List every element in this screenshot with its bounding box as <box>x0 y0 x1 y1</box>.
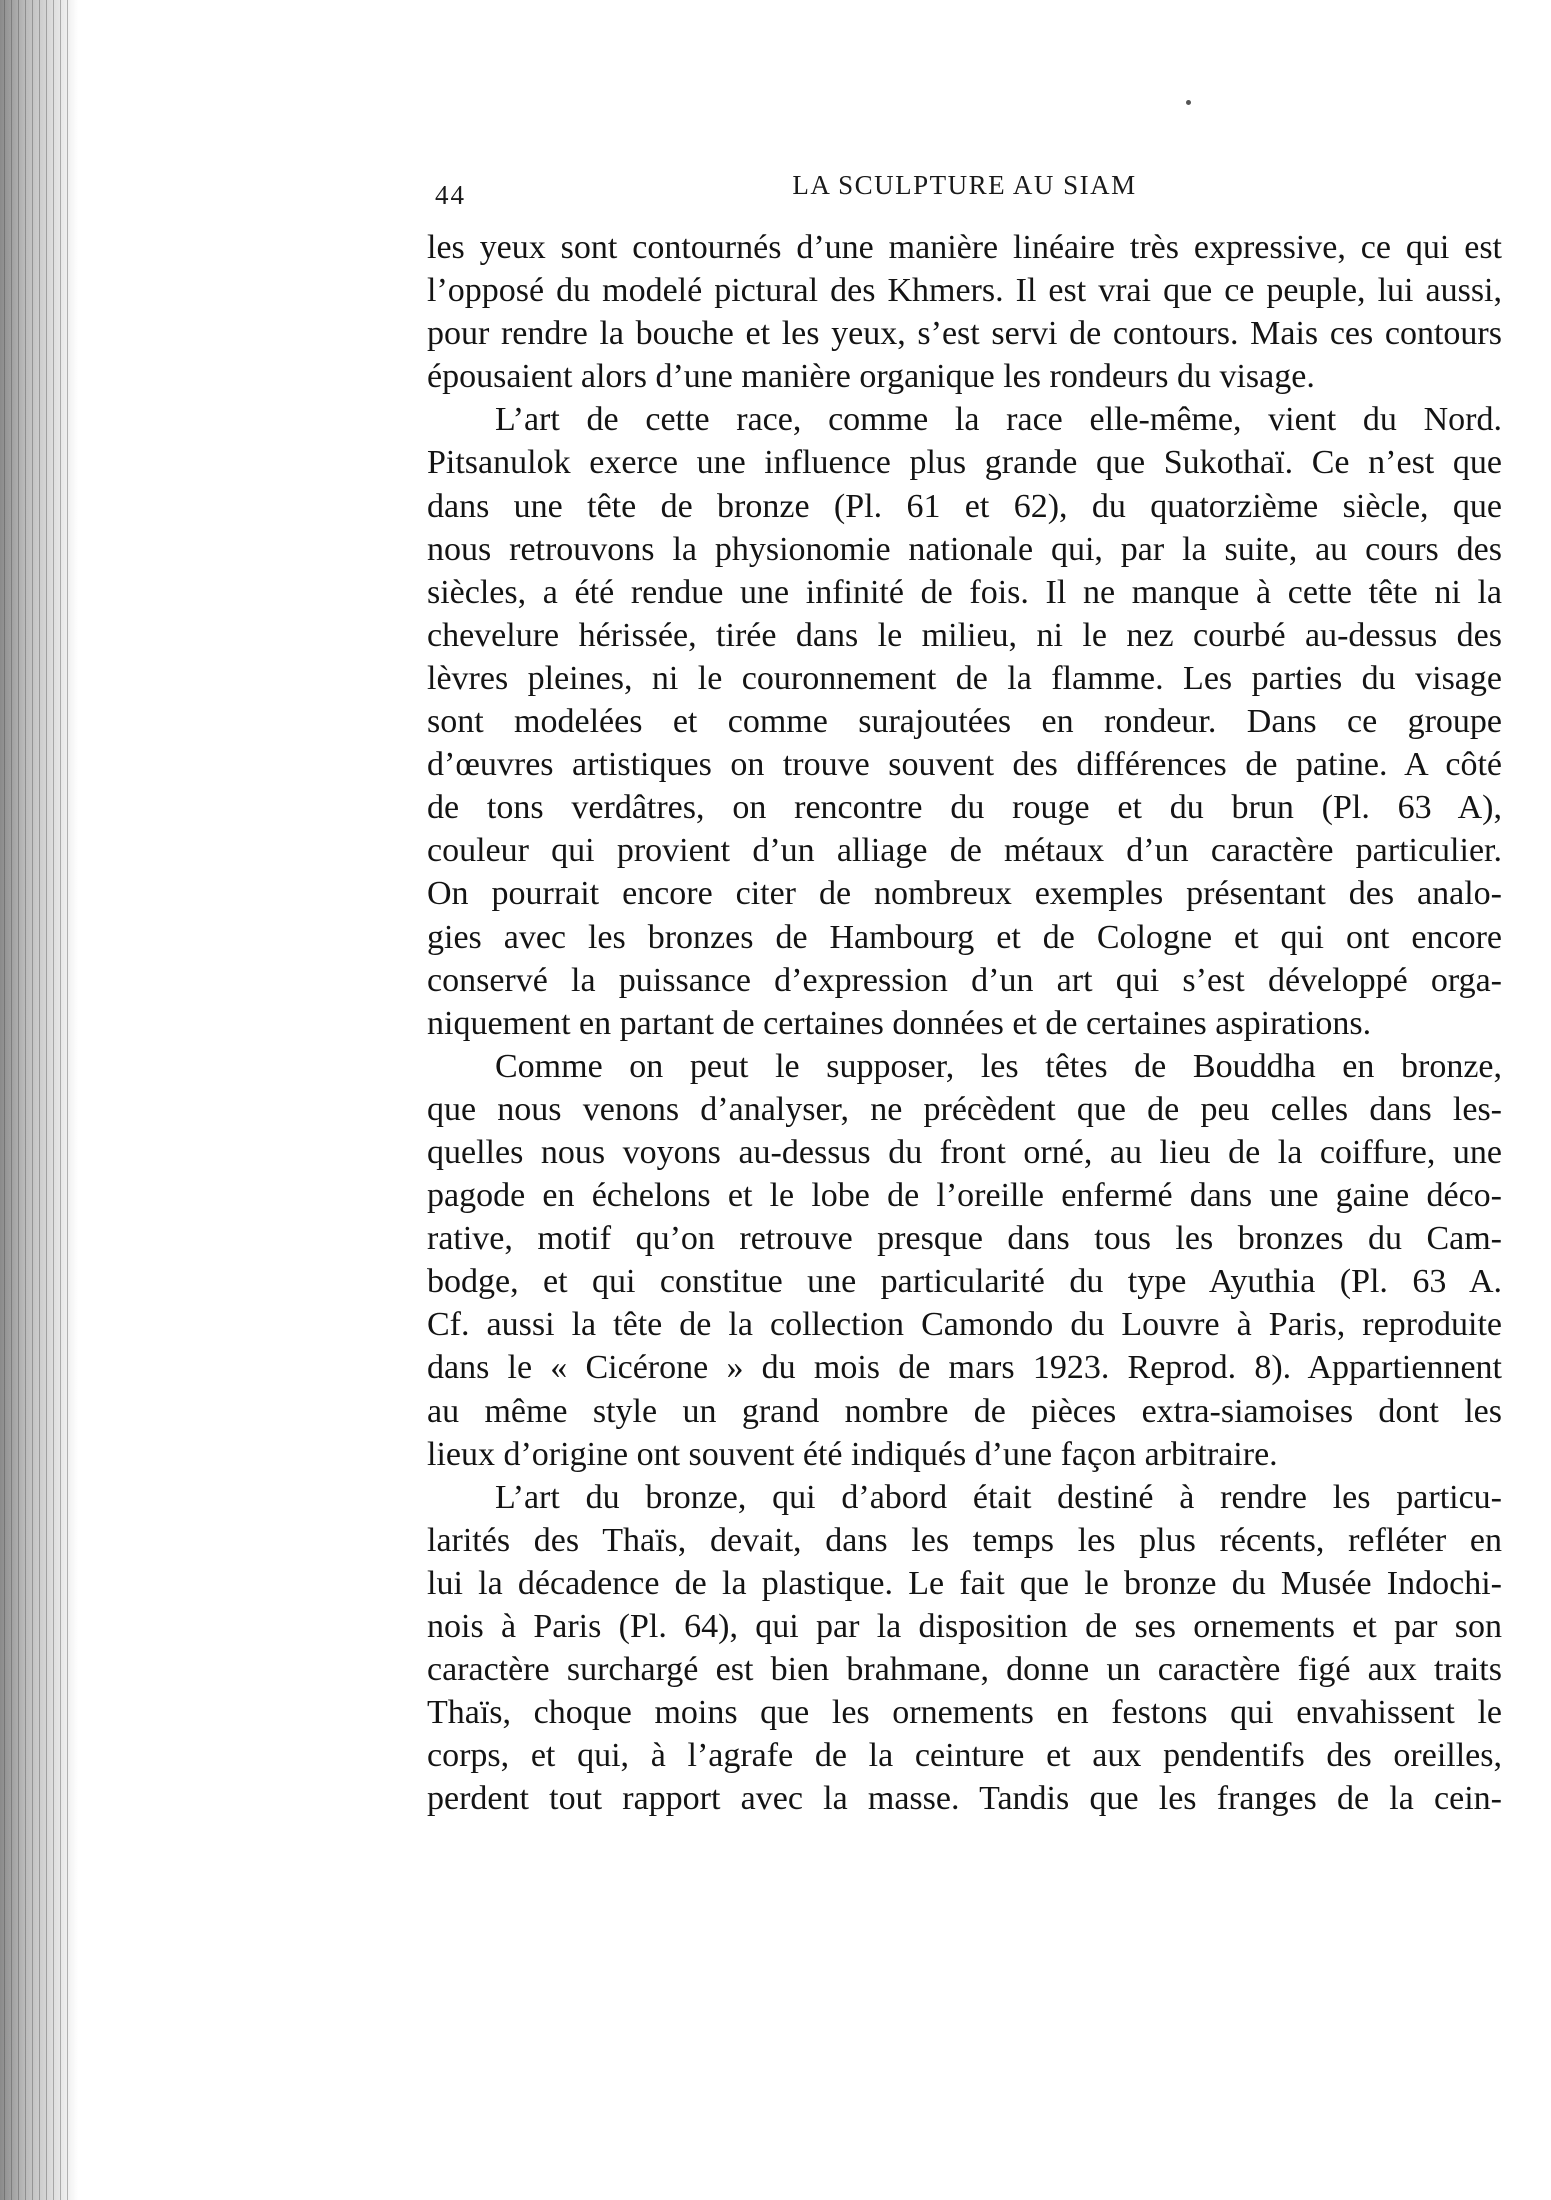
text-line: L’art de cette race, comme la race elle-même, vient du Nord. <box>495 401 1502 439</box>
page-number: 44 <box>435 180 466 210</box>
text-line: Pitsanulok exerce une influence plus grande que Sukothaï. Ce n’est que <box>427 444 1502 482</box>
text-line: Thaïs, choque moins que les ornements en festons qui envahissent le <box>427 1694 1502 1732</box>
text-line: nous retrouvons la physionomie nationale qui, par la suite, au cours des <box>427 530 1502 568</box>
text-line: pour rendre la bouche et les yeux, s’est servi de contours. Mais ces contours <box>427 315 1502 353</box>
running-head <box>427 170 1502 210</box>
text-line: caractère surchargé est bien brahmane, donne un caractère figé aux traits <box>427 1651 1502 1689</box>
text-line: de tons verdâtres, on rencontre du rouge et du brun (Pl. 63 A), <box>427 789 1502 827</box>
text-line: bodge, et qui constitue une particularité du type Ayuthia (Pl. 63 A. <box>427 1263 1502 1301</box>
text-line: dans le « Cicérone » du mois de mars 1923. Reprod. 8). Appartiennent <box>427 1349 1502 1387</box>
paragraph <box>427 1045 1502 1476</box>
text-line: corps, et qui, à l’agrafe de la ceinture et aux pendentifs des oreilles, <box>427 1737 1502 1775</box>
paragraph <box>427 398 1502 1044</box>
text-line: Comme on peut le supposer, les têtes de Bouddha en bronze, <box>495 1047 1502 1085</box>
text-line: L’art du bronze, qui d’abord était destiné à rendre les particu- <box>495 1478 1502 1516</box>
text-line: conservé la puissance d’expression d’un art qui s’est développé orga- <box>427 961 1502 999</box>
text-line: Cf. aussi la tête de la collection Camondo du Louvre à Paris, reproduite <box>427 1306 1502 1344</box>
text-line: lui la décadence de la plastique. Le fait que le bronze du Musée Indochi- <box>427 1564 1502 1602</box>
text-line: niquement en partant de certaines données et de certaines aspirations. <box>427 1004 1372 1042</box>
text-line: On pourrait encore citer de nombreux exemples présentant des analo- <box>427 875 1502 913</box>
text-line: au même style un grand nombre de pièces extra-siamoises dont les <box>427 1392 1502 1430</box>
text-line: lèvres pleines, ni le couronnement de la flamme. Les parties du visage <box>427 659 1502 697</box>
text-line: larités des Thaïs, devait, dans les temps les plus récents, refléter en <box>427 1521 1502 1559</box>
text-line: d’œuvres artistiques on trouve souvent des différences de patine. A côté <box>427 746 1502 784</box>
text-line: épousaient alors d’une manière organique les rondeurs du visage. <box>427 358 1315 396</box>
paragraph <box>427 226 1502 398</box>
text-line: dans une tête de bronze (Pl. 61 et 62), du quatorzième siècle, que <box>427 487 1502 525</box>
text-line: nois à Paris (Pl. 64), qui par la disposition de ses ornements et par son <box>427 1608 1502 1645</box>
text-line: gies avec les bronzes de Hambourg et de Cologne et qui ont encore <box>427 918 1502 956</box>
text-line: siècles, a été rendue une infinité de fois. Il ne manque à cette tête ni la <box>427 573 1502 611</box>
text-line: que nous venons d’analyser, ne précèdent que de peu celles dans les- <box>427 1090 1502 1128</box>
text-line: couleur qui provient d’un alliage de métaux d’un caractère particulier. <box>427 832 1502 870</box>
text-line: chevelure hérissée, tirée dans le milieu, ni le nez courbé au-dessus des <box>427 616 1502 654</box>
text-line: perdent tout rapport avec la masse. Tandis que les franges de la cein- <box>427 1780 1502 1818</box>
text-line: l’opposé du modelé pictural des Khmers. Il est vrai que ce peuple, lui aussi, <box>427 272 1502 310</box>
paragraph <box>427 1476 1502 1821</box>
text-line: lieux d’origine ont souvent été indiqués d’une façon arbitraire. <box>427 1435 1278 1473</box>
text-line: sont modelées et comme surajoutées en rondeur. Dans ce groupe <box>427 703 1502 741</box>
text-line: quelles nous voyons au-dessus du front orné, au lieu de la coiffure, une <box>427 1133 1502 1171</box>
text-line: les yeux sont contournés d’une manière linéaire très expressive, ce qui est <box>427 229 1502 266</box>
body-text <box>427 226 1502 1820</box>
running-title: LA SCULPTURE AU SIAM <box>792 170 1137 200</box>
text-line: pagode en échelons et le lobe de l’oreille enfermé dans une gaine déco- <box>427 1177 1502 1215</box>
text-line: rative, motif qu’on retrouve presque dans tous les bronzes du Cam- <box>427 1220 1502 1258</box>
